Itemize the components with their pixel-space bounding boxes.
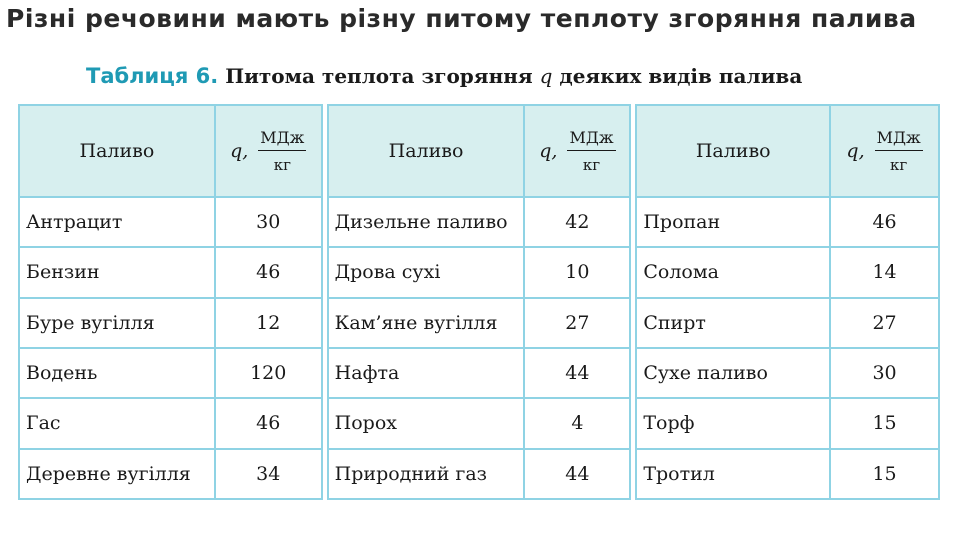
unit-fraction: [875, 128, 923, 174]
table-row: [636, 197, 939, 247]
fuel-name: Дрова сухі: [328, 247, 525, 297]
fuel-name: Нафта: [328, 348, 525, 398]
fuel-name: Антрацит: [19, 197, 215, 247]
heat-value: 42: [524, 197, 630, 247]
header-heat-value: [215, 105, 322, 197]
header-fuel: Паливо: [328, 105, 525, 197]
header-fuel: Паливо: [636, 105, 830, 197]
table-row: [19, 348, 322, 398]
fuel-name: Пропан: [636, 197, 830, 247]
heat-value: 44: [524, 348, 630, 398]
heat-value: 10: [524, 247, 630, 297]
unit-fraction: [258, 128, 306, 174]
header-row: [328, 105, 631, 197]
table-row: [328, 298, 631, 348]
heat-value: 27: [830, 298, 939, 348]
intro-sentence: Різні речовини мають різну питому теплоту згоряння палива: [6, 4, 917, 33]
table-caption: [86, 64, 802, 88]
fuel-name: Бензин: [19, 247, 215, 297]
heat-value: 15: [830, 398, 939, 448]
heat-value: 30: [215, 197, 322, 247]
table-row: [328, 398, 631, 448]
heat-value: 15: [830, 449, 939, 499]
heat-value: 46: [215, 398, 322, 448]
table-block-3: [635, 104, 940, 500]
table-row: [328, 197, 631, 247]
fuel-name: Гас: [19, 398, 215, 448]
unit-fraction: [567, 128, 615, 174]
header-row: [636, 105, 939, 197]
header-q-symbol: q,: [230, 140, 249, 162]
table-caption-text-before: Питома теплота згоряння: [225, 64, 533, 88]
unit-numerator: МДж: [875, 128, 923, 151]
fuel-name: Природний газ: [328, 449, 525, 499]
fuel-name: Торф: [636, 398, 830, 448]
heat-value: 27: [524, 298, 630, 348]
table-row: [328, 449, 631, 499]
fuel-name: Солома: [636, 247, 830, 297]
heat-value: 12: [215, 298, 322, 348]
header-q-symbol: q,: [846, 140, 865, 162]
fuel-name: Водень: [19, 348, 215, 398]
table-caption-label: Таблиця 6.: [86, 64, 219, 88]
table-row: [328, 348, 631, 398]
table-caption-symbol: q: [539, 64, 553, 88]
table-row: [636, 298, 939, 348]
fuel-name: Тротил: [636, 449, 830, 499]
fuel-name: Сухе паливо: [636, 348, 830, 398]
fuel-name: Дизельне паливо: [328, 197, 525, 247]
table-row: [636, 348, 939, 398]
fuel-name: Спирт: [636, 298, 830, 348]
table-row: [328, 247, 631, 297]
fuel-name: Кам’яне вугілля: [328, 298, 525, 348]
table-row: [19, 298, 322, 348]
heat-value: 120: [215, 348, 322, 398]
header-fuel: Паливо: [19, 105, 215, 197]
table-block-1: [18, 104, 323, 500]
heat-value: 44: [524, 449, 630, 499]
header-heat-value: [830, 105, 939, 197]
unit-denominator: кг: [890, 156, 908, 174]
heat-value: 46: [830, 197, 939, 247]
heat-value: 4: [524, 398, 630, 448]
table-row: [19, 398, 322, 448]
fuel-name: Буре вугілля: [19, 298, 215, 348]
header-q-symbol: q,: [539, 140, 558, 162]
unit-denominator: кг: [582, 156, 601, 174]
fuel-name: Порох: [328, 398, 525, 448]
table-caption-text-after: деяких видів палива: [559, 64, 803, 88]
table-row: [636, 247, 939, 297]
fuel-heat-table: [18, 104, 940, 500]
unit-denominator: кг: [273, 156, 291, 174]
heat-value: 30: [830, 348, 939, 398]
heat-value: 34: [215, 449, 322, 499]
table-row: [19, 449, 322, 499]
table-row: [636, 398, 939, 448]
header-row: [19, 105, 322, 197]
table-row: [19, 197, 322, 247]
fuel-name: Деревне вугілля: [19, 449, 215, 499]
table-block-2: [327, 104, 632, 500]
unit-numerator: МДж: [567, 128, 615, 151]
heat-value: 14: [830, 247, 939, 297]
unit-numerator: МДж: [258, 128, 306, 151]
table-row: [636, 449, 939, 499]
header-heat-value: [524, 105, 630, 197]
heat-value: 46: [215, 247, 322, 297]
table-row: [19, 247, 322, 297]
